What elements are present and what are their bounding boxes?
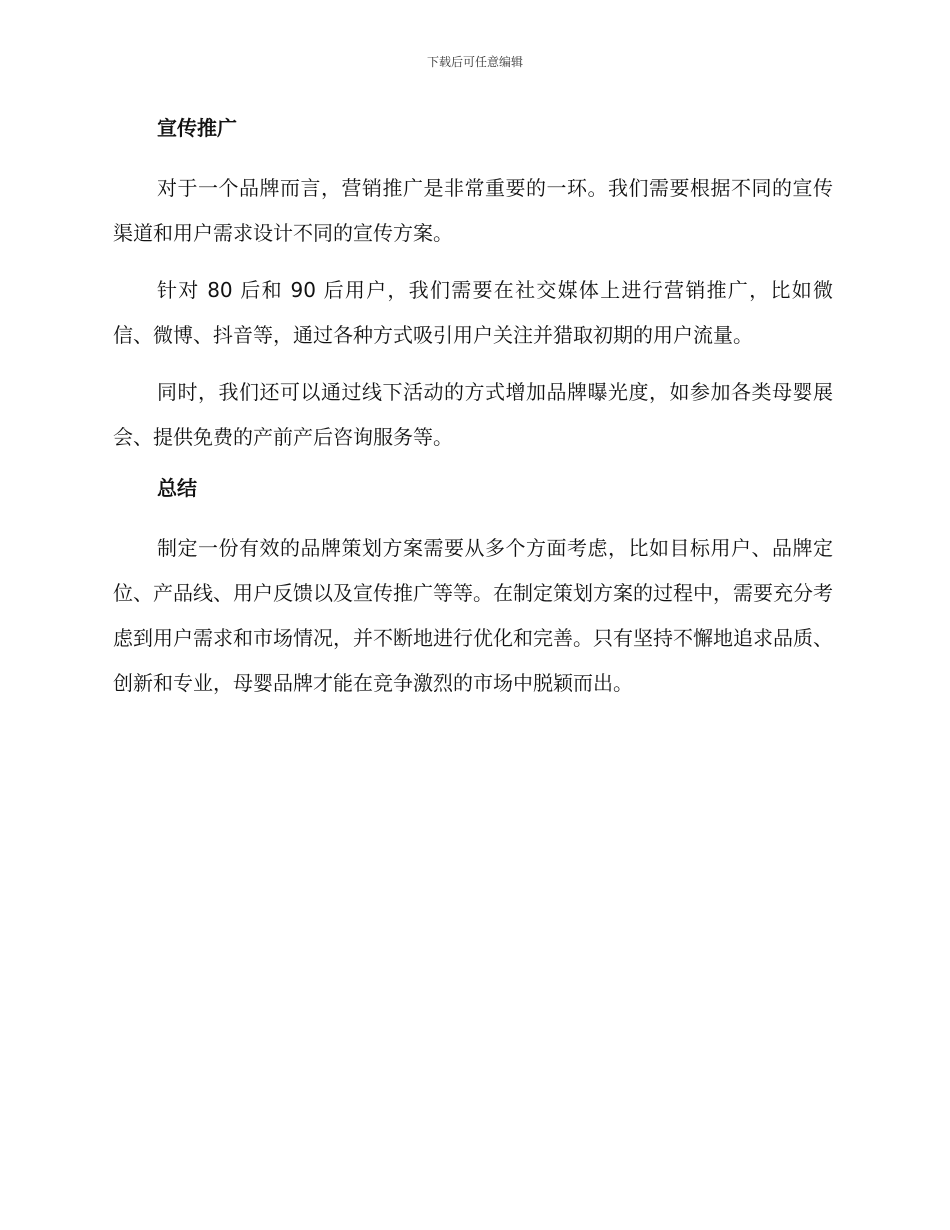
paragraph: 制定一份有效的品牌策划方案需要从多个方面考虑，比如目标用户、品牌定位、产品线、用户反馈以及宣传推广等等。在制定策划方案的过程中，需要充分考虑到用户需求和市场情况，并不断地进行优化和完善。只有坚持不懈地追求品质、创新和专业，母婴品牌才能在竞争激烈的市场中脱颖而出。 xyxy=(113,536,833,695)
header-note: 下载后可任意编辑 xyxy=(426,55,523,69)
document-body xyxy=(113,112,833,706)
section-heading-summary: 总结 xyxy=(157,476,197,500)
paragraph: 同时，我们还可以通过线下活动的方式增加品牌曝光度，如参加各类母婴展会、提供免费的产前产后咨询服务等。 xyxy=(113,380,833,449)
paragraph: 针对 80 后和 90 后用户，我们需要在社交媒体上进行营销推广，比如微信、微博、抖音等，通过各种方式吸引用户关注并猎取初期的用户流量。 xyxy=(113,278,833,347)
paragraph: 对于一个品牌而言，营销推广是非常重要的一环。我们需要根据不同的宣传渠道和用户需求设计不同的宣传方案。 xyxy=(113,176,833,245)
section-heading-promotion: 宣传推广 xyxy=(157,116,237,140)
